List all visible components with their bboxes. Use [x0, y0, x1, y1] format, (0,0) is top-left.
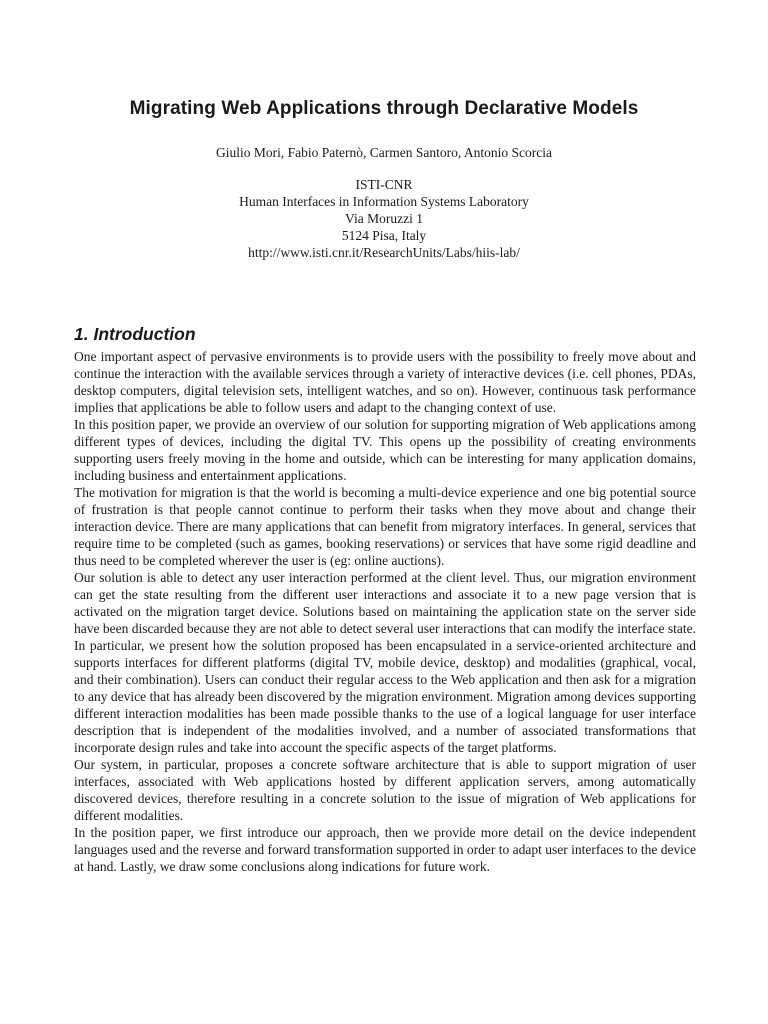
body-paragraph: In this position paper, we provide an overview of our solution for supporting migration of Web applications among different types of devices, including the digital TV. This opens up the possibility of creating environments supporting users freely moving in the home and outside, which can be interesting for many application domains, including business and entertainment applications. — [74, 417, 696, 483]
body-paragraph: One important aspect of pervasive environments is to provide users with the possibility to freely move about and continue the interaction with the available services through a variety of interactive devices (i.e. cell phones, PDAs, desktop computers, digital television sets, intelligent watches, and so on). However, continuous task performance implies that applications be able to follow users and adapt to the changing context of use. — [74, 349, 696, 415]
affiliation-block — [0, 176, 768, 261]
author-list: Giulio Mori, Fabio Paternò, Carmen Santoro, Antonio Scorcia — [216, 145, 552, 160]
paper-title: Migrating Web Applications through Declarative Models — [129, 98, 639, 119]
body-paragraph: Our solution is able to detect any user interaction performed at the client level. Thus, our migration environment can get the state resulting from the different user interactions and associate it to a new page version that is activated on the migration target device. Solutions based on maintaining the application state on the server side have been discarded because they are not able to detect several user interactions that can modify the interface state. In particular, we present how the solution proposed has been encapsulated in a service-oriented architecture and supports interfaces for different platforms (digital TV, mobile device, desktop) and modalities (graphical, vocal, and their combination). Users can conduct their regular access to the Web application and then ask for a migration to any device that has already been discovered by the migration environment. Migration among devices supporting different interaction modalities has been made possible thanks to the use of a logical language for user interface description that is independent of the modalities involved, and a number of associated transformations that incorporate design rules and take into account the specific aspects of the target platforms. — [74, 570, 696, 755]
body-paragraph: Our system, in particular, proposes a concrete software architecture that is able to support migration of user interfaces, associated with Web applications hosted by different application servers, among automatically discovered devices, therefore resulting in a concrete solution to the issue of migration of Web applications for different modalities. — [74, 757, 696, 823]
introduction-body — [74, 348, 696, 875]
affiliation-lab: Human Interfaces in Information Systems Laboratory — [239, 194, 529, 209]
affiliation-org: ISTI-CNR — [355, 177, 413, 192]
body-paragraph: In the position paper, we first introduce our approach, then we provide more detail on the device independent languages used and the reverse and forward transformation supported in order to adapt user interfaces to the device at hand. Lastly, we draw some conclusions along indications for future work. — [74, 825, 696, 874]
affiliation-url[interactable]: http://www.isti.cnr.it/ResearchUnits/Labs/hiis-lab/ — [248, 245, 520, 260]
affiliation-city: 5124 Pisa, Italy — [341, 228, 427, 243]
affiliation-street: Via Moruzzi 1 — [345, 211, 423, 226]
section-heading-introduction: 1. Introduction — [74, 324, 196, 344]
body-paragraph: The motivation for migration is that the world is becoming a multi-device experience and one big potential source of frustration is that people cannot continue to perform their tasks when they move about and change their interaction device. There are many applications that can benefit from migratory interfaces. In general, services that require time to be completed (such as games, booking reservations) or services that have some rigid deadline and thus need to be completed wherever the user is (eg: online auctions). — [74, 485, 696, 568]
